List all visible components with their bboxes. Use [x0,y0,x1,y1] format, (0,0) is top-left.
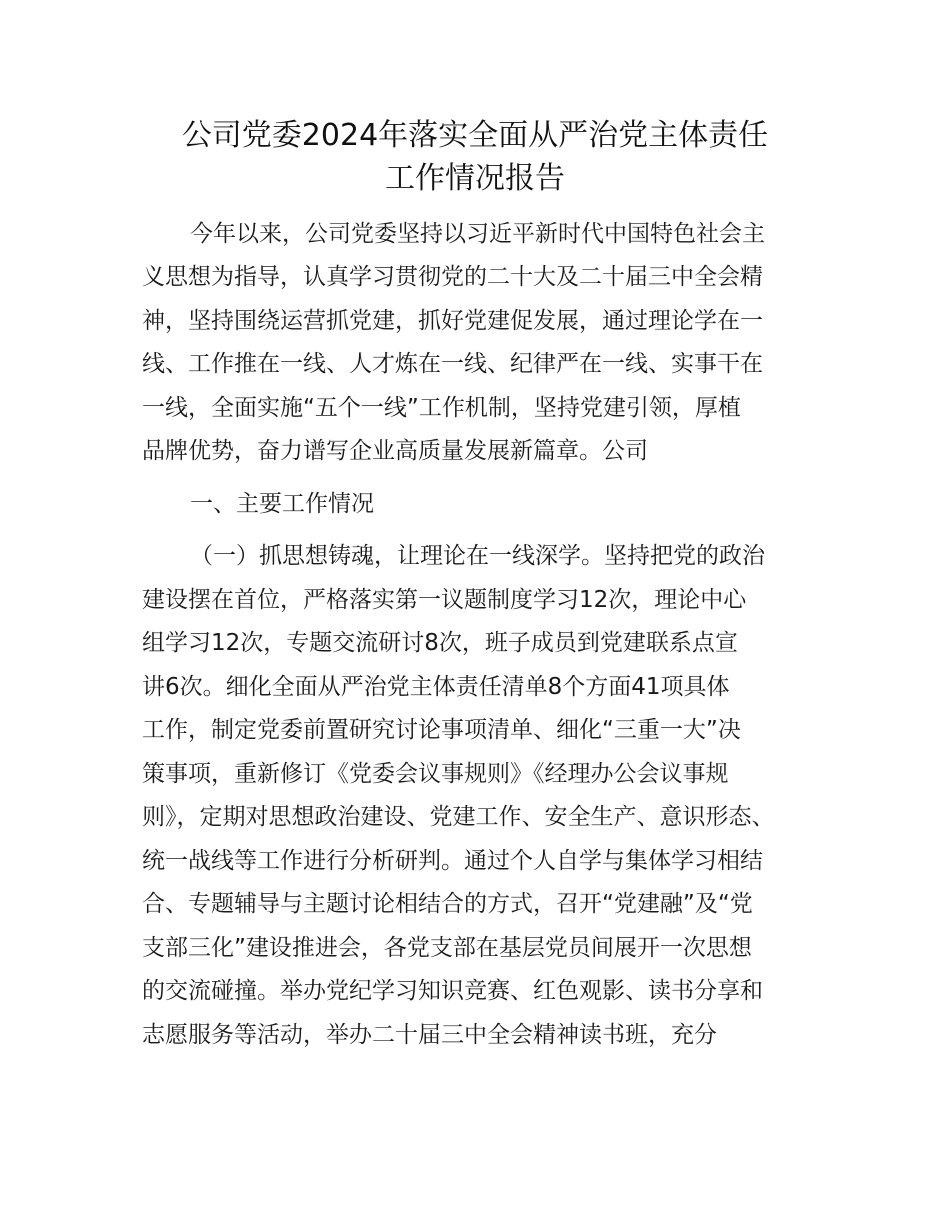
section-heading: 一、主要工作情况 [190,491,374,517]
intro-paragraph-line: 神，坚持围绕运营抓党建，抓好党建促发展，通过理论学在一 [142,308,763,334]
subsection-paragraph-line: 的交流碰撞。举办党纪学习知识竞赛、红色观影、读书分享和 [142,978,763,1004]
subsection-paragraph-line: 组学习12次，专题交流研讨8次，班子成员到党建联系点宣 [142,630,738,656]
subsection-paragraph-line: 工作，制定党委前置研究讨论事项清单、细化“三重一大”决 [142,717,741,743]
intro-paragraph-line: 线、工作推在一线、人才炼在一线、纪律严在一线、实事干在 [142,351,763,377]
subsection-paragraph-line: 建设摆在首位，严格落实第一议题制度学习12次，理论中心 [142,587,747,613]
document-title-line-2: 工作情况报告 [385,161,565,196]
subsection-paragraph-line: 支部三化”建设推进会，各党支部在基层党员间展开一次思想 [142,935,752,961]
subsection-paragraph-line: 合、专题辅导与主题讨论相结合的方式，召开“党建融”及“党 [142,891,753,917]
document-title-line-1: 公司党委2024年落实全面从严治党主体责任 [181,118,769,153]
intro-paragraph-line: 一线，全面实施“五个一线”工作机制，坚持党建引领，厚植 [142,395,741,421]
subsection-paragraph-line: 则》，定期对思想政治建设、党建工作、安全生产、意识形态、 [142,804,775,830]
subsection-paragraph-line: 策事项，重新修订《党委会议事规则》《经理办公会议事规 [142,761,729,787]
intro-paragraph-line: 品牌优势，奋力谱写企业高质量发展新篇章。公司 [142,438,648,464]
intro-paragraph-line: 义思想为指导，认真学习贯彻党的二十大及二十届三中全会精 [142,264,763,290]
subsection-paragraph-line: 志愿服务等活动，举办二十届三中全会精神读书班，充分 [142,1022,717,1048]
subsection-paragraph-line: （一）抓思想铸魂，让理论在一线深学。坚持把党的政治 [190,543,765,569]
subsection-paragraph-line: 统一战线等工作进行分析研判。通过个人自学与集体学习相结 [142,848,763,874]
subsection-paragraph-line: 讲6次。细化全面从严治党主体责任清单8个方面41项具体 [142,674,730,700]
intro-paragraph-line: 今年以来，公司党委坚持以习近平新时代中国特色社会主 [190,221,765,247]
